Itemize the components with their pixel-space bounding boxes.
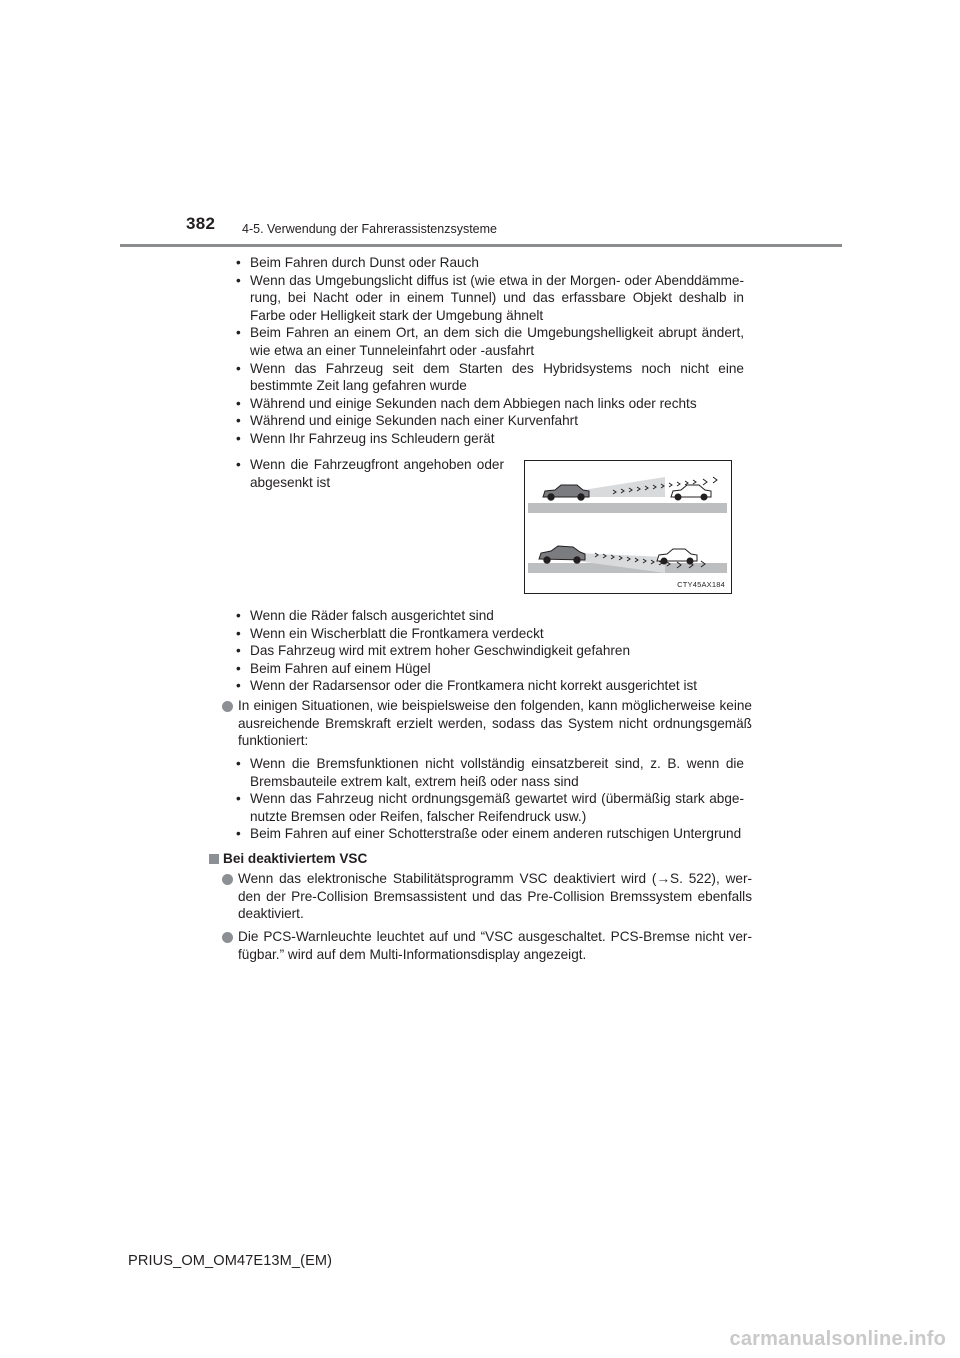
watermark: carmanualsonline.info: [729, 1328, 946, 1350]
heading-vsc: [209, 851, 367, 866]
bullet-list-front-raised: [236, 456, 504, 491]
list-item: • Beim Fahren durch Dunst oder Rauch: [236, 254, 744, 272]
bullet-list-conditions: [236, 254, 744, 448]
bullet-list-braking: [236, 755, 744, 843]
figure-vehicle-illustration: [524, 460, 732, 594]
bullet-list-more-conditions: [236, 607, 744, 695]
list-item: • Während und einige Sekunden nach einer Kurvenfahrt: [236, 412, 744, 430]
list-item: • Das Fahrzeug wird mit extrem hoher Geschwindigkeit gefahren: [236, 642, 744, 660]
list-item: • Wenn das Fahrzeug seit dem Starten des Hybridsystems noch nicht eine bestimmte Zeit lang gefahren wurde: [236, 360, 744, 395]
footer-doc-code: PRIUS_OM_OM47E13M_(EM): [128, 1253, 333, 1269]
list-item: • Während und einige Sekunden nach dem Abbiegen nach links oder rechts: [236, 395, 744, 413]
circle-bullet-icon: [222, 701, 233, 712]
list-item: • Beim Fahren auf einer Schotterstraße oder einem anderen rutschigen Untergrund: [236, 825, 744, 843]
heading-text: Bei deaktiviertem VSC: [223, 851, 368, 866]
list-item: • Beim Fahren an einem Ort, an dem sich die Umgebungshelligkeit abrupt ändert, wie etwa an einer Tunneleinfahrt oder -ausfahrt: [236, 324, 744, 359]
list-item: • Wenn die Fahrzeugfront angehoben oder abgesenkt ist: [236, 456, 504, 491]
list-item: • Beim Fahren auf einem Hügel: [236, 660, 744, 678]
header-divider: [120, 244, 842, 247]
square-bullet-icon: [209, 854, 219, 864]
note-braking-force: [222, 697, 752, 750]
note-text: In einigen Situationen, wie beispielsweise den folgenden, kann möglicherweise keine ausreichende Bremskraft erzielt werden, sodass das System nicht ordnungsgemäß funktioniert:: [238, 698, 752, 749]
section-title: 4-5. Verwendung der Fahrerassistenzsysteme: [242, 222, 497, 236]
circle-bullet-icon: [222, 874, 233, 885]
circle-bullet-icon: [222, 932, 233, 943]
list-item: • Wenn Ihr Fahrzeug ins Schleudern gerät: [236, 430, 744, 448]
note-pcs-warning: [222, 928, 752, 963]
note-vsc-deactivated: [222, 870, 752, 923]
figure-code: CTY45AX184: [677, 580, 725, 589]
list-item: • Wenn der Radarsensor oder die Frontkamera nicht korrekt ausgerichtet ist: [236, 677, 744, 695]
note-text: Wenn das elektronische Stabilitätsprogramm VSC deaktiviert wird (→S. 522), wer-den der Pre-Collision Bremsassistent und das Pre-Collision Bremssystem ebenfalls deaktiviert.: [238, 871, 752, 922]
list-item: • Wenn die Bremsfunktionen nicht vollständig einsatzbereit sind, z. B. wenn die Bremsbauteile extrem kalt, extrem heiß oder nass sind: [236, 755, 744, 790]
car-beam-icon: [525, 461, 730, 592]
page-number: 382: [186, 214, 216, 233]
list-item: • Wenn ein Wischerblatt die Frontkamera verdeckt: [236, 625, 744, 643]
note-text: Die PCS-Warnleuchte leuchtet auf und “VSC ausgeschaltet. PCS-Bremse nicht ver-fügbar.” wird auf dem Multi-Informationsdisplay angezeigt.: [238, 929, 752, 962]
list-item: • Wenn das Umgebungslicht diffus ist (wie etwa in der Morgen- oder Abenddämme-rung, bei Nacht oder in einem Tunnel) und das erfassbare Objekt deshalb in Farbe oder Helligkeit stark der Umgebung ähnelt: [236, 272, 744, 325]
list-item: • Wenn das Fahrzeug nicht ordnungsgemäß gewartet wird (übermäßig stark abge-nutzte Bremsen oder Reifen, falscher Reifendruck usw.): [236, 790, 744, 825]
list-item: • Wenn die Räder falsch ausgerichtet sind: [236, 607, 744, 625]
